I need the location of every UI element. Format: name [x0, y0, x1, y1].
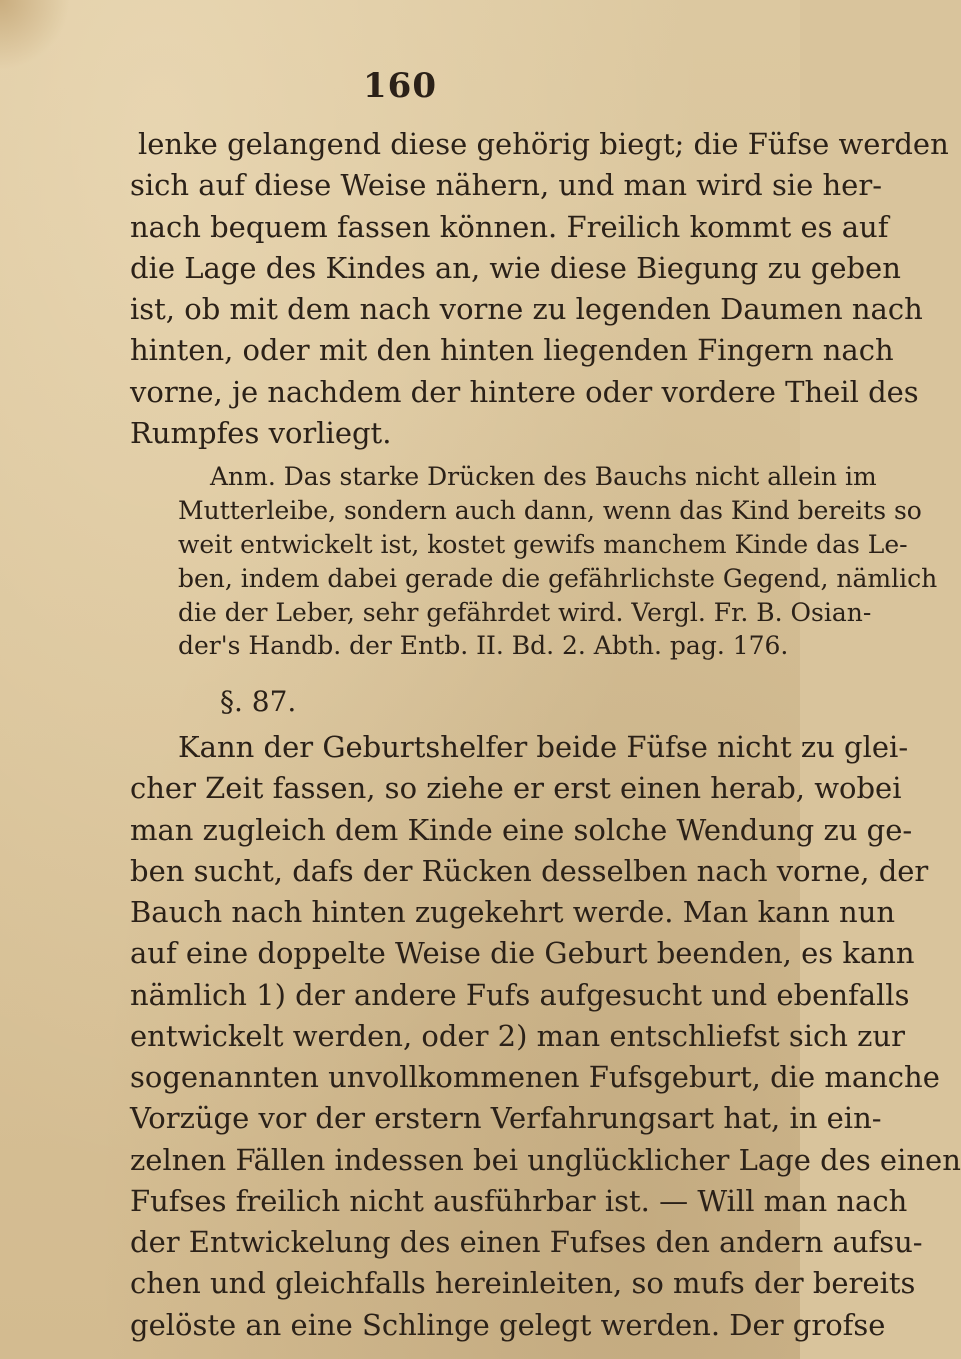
text-line: nämlich 1) der andere Fufs aufgesucht und ebenfalls [130, 978, 910, 1012]
text-line: die Lage des Kindes an, wie diese Biegung zu geben [130, 251, 901, 285]
text-line: chen und gleichfalls hereinleiten, so mufs der bereits [130, 1266, 916, 1300]
note-line: weit entwickelt ist, kostet gewifs manchem Kinde das Le- [178, 530, 908, 559]
text-line: sogenannten unvollkommenen Fufsgeburt, die manche [130, 1060, 940, 1094]
note-line: der's Handb. der Entb. II. Bd. 2. Abth. pag. 176. [178, 631, 789, 660]
section-heading: §. 87. [220, 685, 297, 718]
text-line: Bauch nach hinten zugekehrt werde. Man kann nun [130, 895, 896, 929]
text-line: zelnen Fällen indessen bei unglücklicher Lage des einen [130, 1143, 961, 1177]
text-line: vorne, je nachdem der hintere oder vordere Theil des [130, 375, 919, 409]
text-line: entwickelt werden, oder 2) man entschliefst sich zur [130, 1019, 905, 1053]
text-line: sich auf diese Weise nähern, und man wird sie her- [130, 168, 883, 202]
text-line: lenke gelangend diese gehörig biegt; die Füfse werden [138, 127, 949, 161]
note-line: ben, indem dabei gerade die gefährlichste Gegend, nämlich [178, 564, 938, 593]
text-line: Vorzüge vor der erstern Verfahrungsart hat, in ein- [130, 1101, 882, 1135]
text-line: der Entwickelung des einen Fufses den andern aufsu- [130, 1225, 923, 1259]
text-line: hinten, oder mit den hinten liegenden Fingern nach [130, 333, 894, 367]
note-line: Mutterleibe, sondern auch dann, wenn das Kind bereits so [178, 496, 922, 525]
text-line: ben sucht, dafs der Rücken desselben nach vorne, der [130, 854, 929, 888]
text-line: auf eine doppelte Weise die Geburt beenden, es kann [130, 936, 915, 970]
text-line: gelöste an eine Schlinge gelegt werden. Der grofse [130, 1308, 886, 1342]
note-line: die der Leber, sehr gefährdet wird. Vergl. Fr. B. Osian- [178, 598, 872, 627]
text-line: nach bequem fassen können. Freilich kommt es auf [130, 210, 889, 244]
text-line: cher Zeit fassen, so ziehe er erst einen herab, wobei [130, 771, 902, 805]
text-line: ist, ob mit dem nach vorne zu legenden Daumen nach [130, 292, 923, 326]
note-line: Anm. Das starke Drücken des Bauchs nicht allein im [210, 462, 877, 491]
text-line: man zugleich dem Kinde eine solche Wendung zu ge- [130, 813, 913, 847]
text-line: Rumpfes vorliegt. [130, 416, 392, 450]
text-line: Fufses freilich nicht ausführbar ist. — Will man nach [130, 1184, 908, 1218]
text-line: Kann der Geburtshelfer beide Füfse nicht zu glei- [178, 730, 909, 764]
page-number: 160 [363, 66, 437, 106]
page-corner-stain [0, 0, 70, 70]
